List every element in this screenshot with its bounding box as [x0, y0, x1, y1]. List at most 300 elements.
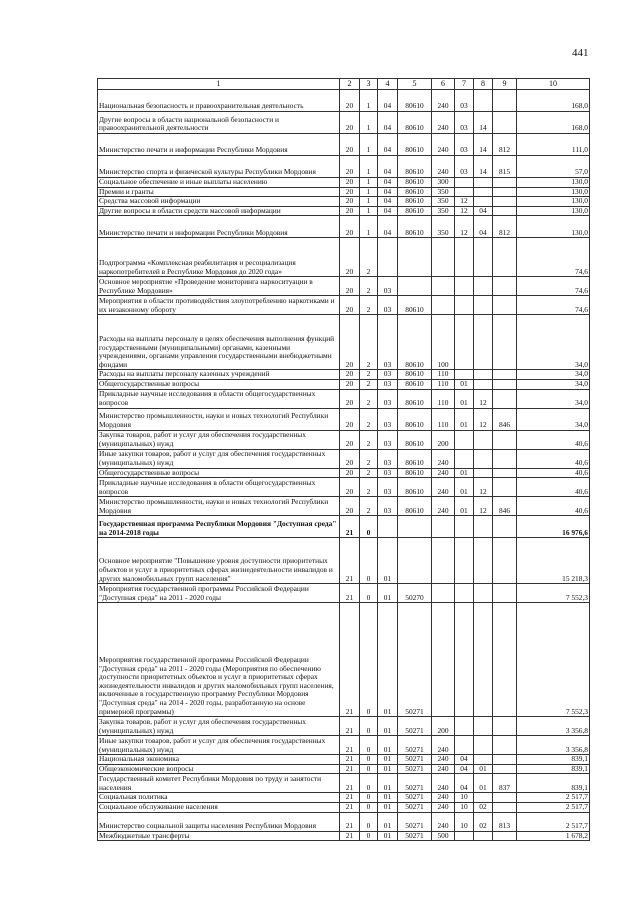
col-7	[455, 584, 474, 603]
row-name: Государственная программа Республики Мордовия "Доступная среда" на 2014-2018 годы	[98, 516, 340, 538]
col-8	[474, 717, 493, 736]
table-row	[98, 277, 590, 296]
col-3: 1	[360, 178, 378, 188]
amount: 130,0	[517, 216, 590, 238]
table-row	[98, 408, 590, 430]
col-2: 21	[340, 812, 360, 831]
table-row	[98, 315, 590, 370]
col-7: 12	[455, 197, 474, 207]
col-4	[378, 516, 398, 538]
col-4: 04	[378, 156, 398, 178]
col-3: 2	[360, 238, 378, 277]
col-4: 03	[378, 277, 398, 296]
col-2: 21	[340, 764, 360, 774]
row-name: Иные закупки товаров, работ и услуг для обеспечения государственных (муниципальных) нужд	[98, 736, 340, 755]
col-7	[455, 516, 474, 538]
col-8	[474, 197, 493, 207]
col-2: 20	[340, 449, 360, 468]
col-9	[493, 389, 517, 408]
table-row	[98, 206, 590, 216]
col-6: 240	[432, 812, 455, 831]
col-5: 80610	[398, 178, 432, 188]
column-header: 5	[398, 79, 432, 90]
col-5: 80610	[398, 197, 432, 207]
col-4: 03	[378, 430, 398, 449]
col-7: 04	[455, 774, 474, 793]
amount: 1 678,2	[517, 831, 590, 841]
col-3: 2	[360, 277, 378, 296]
col-9	[493, 603, 517, 717]
col-7: 04	[455, 764, 474, 774]
col-3: 2	[360, 430, 378, 449]
col-7: 01	[455, 389, 474, 408]
amount: 7 552,3	[517, 584, 590, 603]
col-9	[493, 584, 517, 603]
row-name: Социальное обеспечение и иные выплаты населению	[98, 178, 340, 188]
col-9	[493, 296, 517, 315]
col-2: 20	[340, 370, 360, 380]
col-8: 01	[474, 774, 493, 793]
col-5: 80610	[398, 379, 432, 389]
col-4: 04	[378, 90, 398, 112]
col-7: 10	[455, 802, 474, 812]
col-6: 240	[432, 156, 455, 178]
amount: 34,0	[517, 389, 590, 408]
col-5: 80610	[398, 497, 432, 516]
col-2: 20	[340, 112, 360, 134]
col-7	[455, 449, 474, 468]
amount: 34,0	[517, 408, 590, 430]
col-6: 240	[432, 497, 455, 516]
col-2: 21	[340, 831, 360, 841]
col-8: 12	[474, 497, 493, 516]
col-9	[493, 90, 517, 112]
col-4: 01	[378, 538, 398, 584]
col-6: 240	[432, 774, 455, 793]
row-name: Мероприятия государственной программы Российской Федерации "Доступная среда" на 2011 - 2020 годы	[98, 584, 340, 603]
col-5: 80610	[398, 449, 432, 468]
amount: 839,1	[517, 755, 590, 765]
col-9	[493, 430, 517, 449]
col-3: 0	[360, 812, 378, 831]
col-3: 0	[360, 831, 378, 841]
col-7: 10	[455, 793, 474, 803]
col-4: 01	[378, 802, 398, 812]
table-row	[98, 478, 590, 497]
col-7: 03	[455, 134, 474, 156]
col-5: 50271	[398, 764, 432, 774]
col-6: 110	[432, 389, 455, 408]
table-row	[98, 178, 590, 188]
row-name: Мероприятия в области противодействия злоупотреблению наркотиками и их незаконному обороту	[98, 296, 340, 315]
column-header: 9	[493, 79, 517, 90]
col-8	[474, 603, 493, 717]
row-name: Подпрограмма «Комплексная реабилитация и ресоциализация наркопотребителей в Республике Мордовия до 2020 года»	[98, 238, 340, 277]
amount: 74,6	[517, 277, 590, 296]
col-2: 20	[340, 379, 360, 389]
col-8	[474, 831, 493, 841]
col-2: 20	[340, 468, 360, 478]
table-row	[98, 538, 590, 584]
column-header: 10	[517, 79, 590, 90]
table-row	[98, 197, 590, 207]
table-row	[98, 296, 590, 315]
table-row	[98, 497, 590, 516]
col-2: 21	[340, 603, 360, 717]
col-2: 21	[340, 793, 360, 803]
col-9	[493, 468, 517, 478]
amount: 40,6	[517, 468, 590, 478]
col-2: 21	[340, 584, 360, 603]
col-2: 20	[340, 178, 360, 188]
row-name: Министерство спорта и физической культуры Республики Мордовия	[98, 156, 340, 178]
col-4: 01	[378, 831, 398, 841]
amount: 130,0	[517, 206, 590, 216]
col-6	[432, 584, 455, 603]
col-8	[474, 178, 493, 188]
col-6: 110	[432, 379, 455, 389]
col-5: 50271	[398, 736, 432, 755]
col-6: 240	[432, 802, 455, 812]
col-9	[493, 831, 517, 841]
budget-table	[97, 78, 590, 841]
col-8	[474, 584, 493, 603]
amount: 16 976,6	[517, 516, 590, 538]
col-3: 0	[360, 717, 378, 736]
table-row	[98, 379, 590, 389]
col-5: 80610	[398, 315, 432, 370]
col-9: 812	[493, 134, 517, 156]
col-5: 80610	[398, 296, 432, 315]
col-3: 0	[360, 764, 378, 774]
col-6: 110	[432, 370, 455, 380]
col-9: 846	[493, 497, 517, 516]
col-7	[455, 370, 474, 380]
col-8	[474, 187, 493, 197]
col-7: 12	[455, 206, 474, 216]
table-row	[98, 187, 590, 197]
table-row	[98, 112, 590, 134]
table-row	[98, 370, 590, 380]
col-5: 50271	[398, 774, 432, 793]
col-5	[398, 238, 432, 277]
header-row	[98, 79, 590, 90]
col-2: 21	[340, 736, 360, 755]
col-8	[474, 90, 493, 112]
col-7: 03	[455, 90, 474, 112]
col-4: 03	[378, 408, 398, 430]
col-8: 12	[474, 389, 493, 408]
col-6: 300	[432, 178, 455, 188]
col-7	[455, 178, 474, 188]
col-3: 1	[360, 134, 378, 156]
col-8	[474, 379, 493, 389]
col-5	[398, 277, 432, 296]
col-7	[455, 187, 474, 197]
col-5: 50271	[398, 802, 432, 812]
col-9	[493, 197, 517, 207]
col-7: 12	[455, 216, 474, 238]
col-9	[493, 379, 517, 389]
amount: 3 356,8	[517, 717, 590, 736]
row-name: Национальная экономика	[98, 755, 340, 765]
col-9	[493, 802, 517, 812]
col-4: 01	[378, 717, 398, 736]
col-5: 80610	[398, 134, 432, 156]
col-9: 813	[493, 812, 517, 831]
col-8: 14	[474, 156, 493, 178]
table-row	[98, 764, 590, 774]
col-6: 240	[432, 112, 455, 134]
col-5: 50270	[398, 584, 432, 603]
col-4: 03	[378, 389, 398, 408]
table-row	[98, 156, 590, 178]
amount: 74,6	[517, 296, 590, 315]
column-header: 7	[455, 79, 474, 90]
row-name: Закупка товаров, работ и услуг для обеспечения государственных (муниципальных) нужд	[98, 430, 340, 449]
table-row	[98, 584, 590, 603]
col-6: 110	[432, 408, 455, 430]
col-8: 04	[474, 216, 493, 238]
col-6: 350	[432, 187, 455, 197]
amount: 2 517,7	[517, 793, 590, 803]
row-name: Другие вопросы в области средств массовой информации	[98, 206, 340, 216]
col-3: 0	[360, 516, 378, 538]
col-2: 20	[340, 430, 360, 449]
col-6: 350	[432, 197, 455, 207]
col-9	[493, 793, 517, 803]
amount: 839,1	[517, 774, 590, 793]
col-7	[455, 315, 474, 370]
row-name: Прикладные научные исследования в области общегосударственных вопросов	[98, 478, 340, 497]
col-3: 1	[360, 216, 378, 238]
col-8	[474, 449, 493, 468]
col-4: 04	[378, 187, 398, 197]
table-row	[98, 755, 590, 765]
col-4: 01	[378, 793, 398, 803]
col-2: 21	[340, 717, 360, 736]
col-6: 200	[432, 430, 455, 449]
amount: 130,0	[517, 187, 590, 197]
col-5: 80610	[398, 206, 432, 216]
amount: 40,6	[517, 449, 590, 468]
table-row	[98, 449, 590, 468]
column-header: 3	[360, 79, 378, 90]
row-name: Закупка товаров, работ и услуг для обеспечения государственных (муниципальных) нужд	[98, 717, 340, 736]
col-8	[474, 315, 493, 370]
col-3: 1	[360, 197, 378, 207]
col-5	[398, 516, 432, 538]
col-9: 846	[493, 408, 517, 430]
col-7	[455, 603, 474, 717]
col-3: 0	[360, 802, 378, 812]
row-name: Иные закупки товаров, работ и услуг для обеспечения государственных (муниципальных) нужд	[98, 449, 340, 468]
col-6	[432, 277, 455, 296]
row-name: Общегосударственные вопросы	[98, 468, 340, 478]
col-6: 500	[432, 831, 455, 841]
row-name: Министерство социальной защиты населения Республики Мордовия	[98, 812, 340, 831]
col-8	[474, 755, 493, 765]
col-2: 20	[340, 389, 360, 408]
col-2: 20	[340, 134, 360, 156]
col-9	[493, 187, 517, 197]
col-6: 240	[432, 134, 455, 156]
row-name: Государственный комитет Республики Мордовия по труду и занятости населения	[98, 774, 340, 793]
col-5	[398, 538, 432, 584]
col-7: 01	[455, 497, 474, 516]
row-name: Общеэкономические вопросы	[98, 764, 340, 774]
col-7	[455, 831, 474, 841]
amount: 2 517,7	[517, 802, 590, 812]
table-row	[98, 774, 590, 793]
col-6: 200	[432, 717, 455, 736]
col-7: 01	[455, 408, 474, 430]
col-3: 2	[360, 315, 378, 370]
row-name: Расходы на выплаты персоналу в целях обеспечения выполнения функций государственными (муниципальными) органами, казенными учреждениями, органами управления государственными внебюджетными фондами	[98, 315, 340, 370]
col-8: 12	[474, 478, 493, 497]
col-2: 20	[340, 187, 360, 197]
col-4: 01	[378, 603, 398, 717]
amount: 839,1	[517, 764, 590, 774]
col-4: 03	[378, 370, 398, 380]
col-8: 02	[474, 802, 493, 812]
col-8	[474, 793, 493, 803]
col-3: 1	[360, 112, 378, 134]
row-name: Межбюджетные трансферты	[98, 831, 340, 841]
col-9	[493, 755, 517, 765]
table-row	[98, 389, 590, 408]
col-3: 1	[360, 90, 378, 112]
col-8: 02	[474, 812, 493, 831]
col-9	[493, 516, 517, 538]
amount: 40,6	[517, 430, 590, 449]
col-2: 20	[340, 90, 360, 112]
col-5: 50271	[398, 831, 432, 841]
table-row	[98, 90, 590, 112]
col-4: 04	[378, 216, 398, 238]
col-9	[493, 478, 517, 497]
col-2: 20	[340, 156, 360, 178]
page-number: 441	[572, 47, 589, 59]
col-5: 50271	[398, 603, 432, 717]
col-5: 80610	[398, 156, 432, 178]
amount: 7 552,3	[517, 603, 590, 717]
col-7	[455, 296, 474, 315]
col-7: 03	[455, 156, 474, 178]
col-7	[455, 430, 474, 449]
amount: 34,0	[517, 370, 590, 380]
col-5: 80610	[398, 216, 432, 238]
table-row	[98, 603, 590, 717]
row-name: Основное мероприятие «Проведение мониторинга наркоситуации в Республике Мордовия»	[98, 277, 340, 296]
col-2: 20	[340, 478, 360, 497]
col-6	[432, 516, 455, 538]
col-3: 1	[360, 206, 378, 216]
col-7	[455, 736, 474, 755]
amount: 130,0	[517, 197, 590, 207]
col-5: 50271	[398, 812, 432, 831]
col-7: 04	[455, 755, 474, 765]
column-header: 1	[98, 79, 340, 90]
col-4: 01	[378, 736, 398, 755]
col-3: 2	[360, 478, 378, 497]
table-row	[98, 802, 590, 812]
col-3: 2	[360, 497, 378, 516]
col-8: 04	[474, 206, 493, 216]
col-9	[493, 717, 517, 736]
col-3: 2	[360, 408, 378, 430]
row-name: Общегосударственные вопросы	[98, 379, 340, 389]
col-8	[474, 516, 493, 538]
col-6: 240	[432, 736, 455, 755]
row-name: Мероприятия государственной программы Российской Федерации "Доступная среда" на 2011 - 2020 годы (Мероприятия по обеспечению доступности приоритетных объектов и услуг в приоритетных сферах жизнедеятельности инвалидов и других маломобильных групп населения, включенные в государственную программу Республики Мордовия "Доступная среда" на 2014 - 2020 годы, разработанную на основе примерной программы)	[98, 603, 340, 717]
amount: 3 356,8	[517, 736, 590, 755]
column-header: 8	[474, 79, 493, 90]
col-5: 80610	[398, 478, 432, 497]
col-8	[474, 538, 493, 584]
col-9: 812	[493, 216, 517, 238]
column-header: 6	[432, 79, 455, 90]
col-9: 837	[493, 774, 517, 793]
col-3: 0	[360, 584, 378, 603]
col-2: 20	[340, 315, 360, 370]
col-4: 03	[378, 449, 398, 468]
amount: 2 517,7	[517, 812, 590, 831]
col-2: 20	[340, 497, 360, 516]
col-2: 20	[340, 206, 360, 216]
col-6: 240	[432, 764, 455, 774]
col-6	[432, 296, 455, 315]
col-6: 350	[432, 216, 455, 238]
col-4: 04	[378, 178, 398, 188]
col-7	[455, 277, 474, 296]
col-3: 2	[360, 449, 378, 468]
col-5: 80610	[398, 90, 432, 112]
col-8: 14	[474, 112, 493, 134]
col-8	[474, 430, 493, 449]
amount: 168,0	[517, 90, 590, 112]
amount: 15 218,3	[517, 538, 590, 584]
row-name: Премии и гранты	[98, 187, 340, 197]
amount: 40,6	[517, 478, 590, 497]
col-3: 0	[360, 755, 378, 765]
col-5: 80610	[398, 187, 432, 197]
col-9	[493, 112, 517, 134]
table-row	[98, 216, 590, 238]
col-4: 01	[378, 584, 398, 603]
col-3: 0	[360, 538, 378, 584]
col-8	[474, 736, 493, 755]
amount: 40,6	[517, 497, 590, 516]
col-4: 03	[378, 296, 398, 315]
col-4: 04	[378, 112, 398, 134]
col-6: 100	[432, 315, 455, 370]
col-2: 21	[340, 755, 360, 765]
table-row	[98, 430, 590, 449]
col-8: 14	[474, 134, 493, 156]
col-8	[474, 277, 493, 296]
col-6	[432, 538, 455, 584]
row-name: Социальная политика	[98, 793, 340, 803]
col-2: 20	[340, 277, 360, 296]
row-name: Министерство промышленности, науки и новых технологий Республики Мордовия	[98, 497, 340, 516]
col-2: 20	[340, 408, 360, 430]
row-name: Средства массовой информации	[98, 197, 340, 207]
col-4: 03	[378, 497, 398, 516]
col-3: 1	[360, 187, 378, 197]
table-row	[98, 717, 590, 736]
amount: 168,0	[517, 112, 590, 134]
